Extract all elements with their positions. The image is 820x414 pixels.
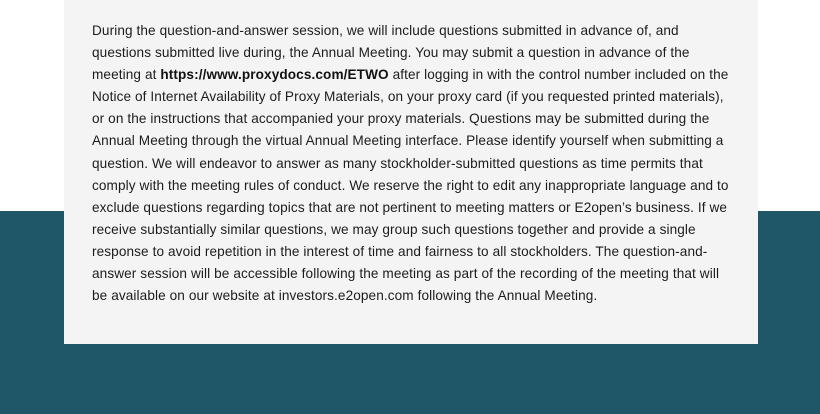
paragraph-text-before-link: During the question-and-answer session, we will include questions submitted in advance of, and questions submitted live during, the Annual Meeting. You may submit a question in advance of the meeting at (92, 23, 690, 83)
paragraph-text-after-link: after logging in with the control number included on the Notice of Internet Availability of Proxy Materials, on your proxy card (if you requested printed materials), or on the instructions that accompanied your proxy materials. Questions may be submitted during the Annual Meeting through the virtual Annual Meeting interface. Please identify yourself when submitting a question. We will endeavor to answer as many stockholder-submitted questions as time permits that comply with the meeting rules of conduct. We reserve the right to edit any inappropriate language and to exclude questions regarding topics that are not pertinent to meeting matters or E2open’s business. If we receive substantially similar questions, we may group such questions together and provide a single response to avoid repetition in the interest of time and fairness to all stockholders. The question-and-answer session will be accessible following the meeting as part of the recording of the meeting that will be available on our website at investors.e2open.com following the Annual Meeting. (92, 67, 729, 304)
qa-session-paragraph (92, 20, 730, 307)
proxydocs-link[interactable]: https://www.proxydocs.com/ETWO (160, 67, 389, 83)
content-card (64, 0, 758, 344)
